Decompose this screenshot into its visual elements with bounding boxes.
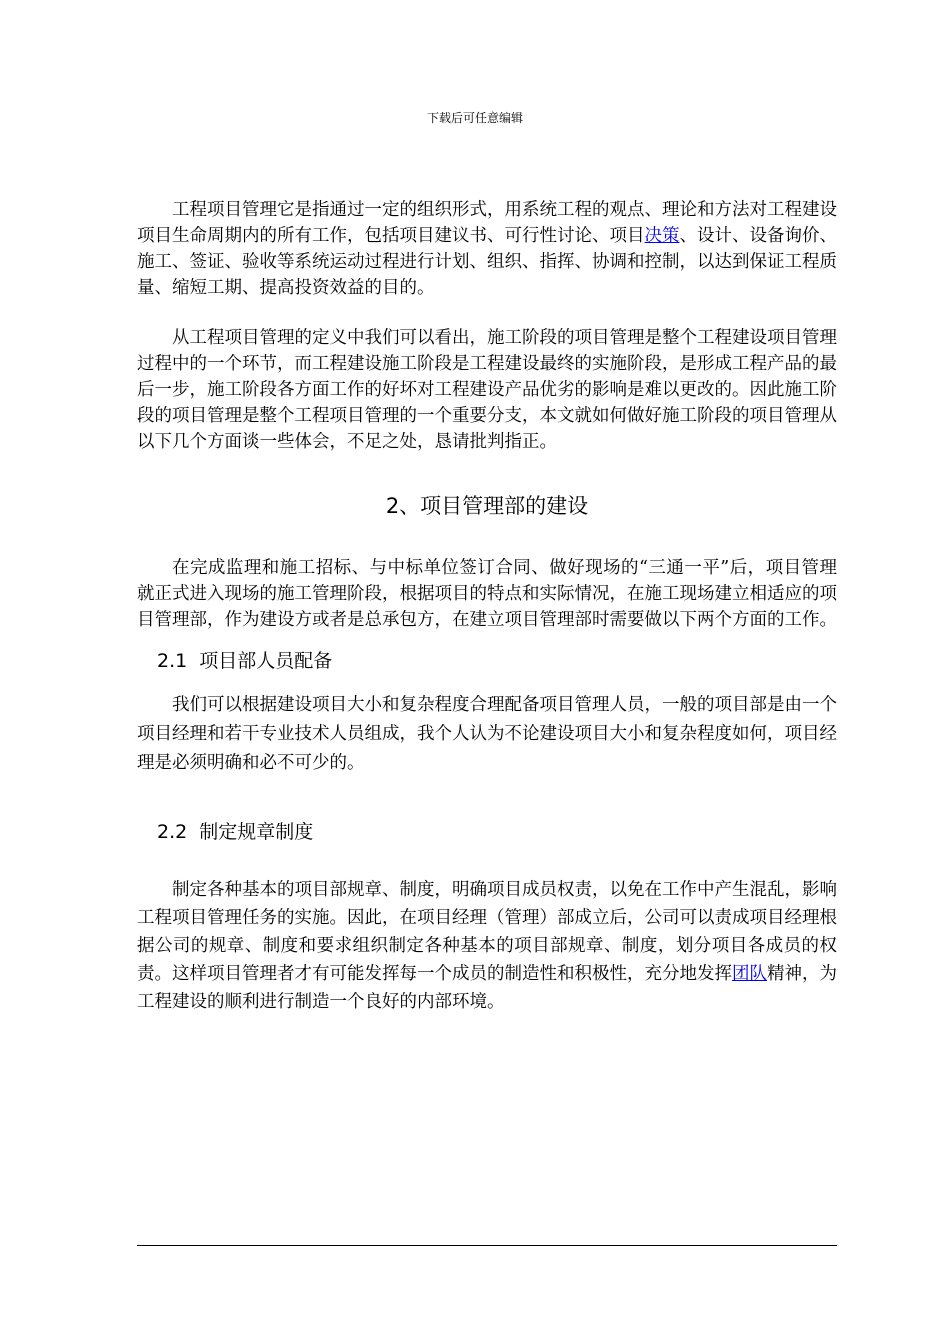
paragraph-management-dept: 在完成监理和施工招标、与中标单位签订合同、做好现场的“三通一平”后，项目管理就正式进入现场的施工管理阶段，根据项目的特点和实际情况，在施工现场建立相适应的项目管理部，作为建设方或者是总承包方，在建立项目管理部时需要做以下两个方面的工作。 bbox=[137, 558, 837, 630]
link-decision[interactable]: 决策 bbox=[644, 226, 680, 246]
subheading-number: 2.1 bbox=[157, 650, 188, 672]
subheading-2-1 bbox=[137, 647, 837, 675]
link-team[interactable]: 团队 bbox=[732, 964, 767, 984]
paragraph-text: 、设计、设备询价、施工、签证、验收等系统运动过程进行计划、组织、指挥、协调和控制，以达到保证工程质量、缩短工期、提高投资效益的目的。 bbox=[137, 226, 837, 298]
section-heading-2: 2、项目管理部的建设 bbox=[385, 494, 589, 518]
paragraph-definition bbox=[137, 197, 837, 301]
subheading-title: 制定规章制度 bbox=[199, 821, 314, 843]
subheading-title: 项目部人员配备 bbox=[199, 650, 333, 672]
page-header-note: 下载后可任意编辑 bbox=[426, 111, 523, 125]
paragraph-text: 精神，为工程建设的顺利进行制造一个良好的内部环境。 bbox=[137, 964, 837, 1012]
document-body bbox=[137, 197, 837, 1016]
paragraph-text: 工程项目管理它是指通过一定的组织形式，用系统工程的观点、理论和方法对工程建设项目生命周期内的所有工作，包括项目建议书、可行性讨论、项目 bbox=[137, 200, 837, 246]
paragraph-regulations bbox=[137, 876, 837, 1016]
subheading-number: 2.2 bbox=[157, 821, 188, 843]
paragraph-staffing: 我们可以根据建设项目大小和复杂程度合理配备项目管理人员，一般的项目部是由一个项目经理和若干专业技术人员组成，我个人认为不论建设项目大小和复杂程度如何，项目经理是必须明确和必不可少的。 bbox=[137, 695, 837, 773]
paragraph-text: 制定各种基本的项目部规章、制度，明确项目成员权责，以免在工作中产生混乱，影响工程项目管理任务的实施。因此，在项目经理（管理）部成立后，公司可以责成项目经理根据公司的规章、制度和要求组织制定各种基本的项目部规章、制度，划分项目各成员的权责。这样项目管理者才有可能发挥每一个成员的制造性和积极性，充分地发挥 bbox=[137, 880, 837, 984]
footer-rule bbox=[137, 1245, 837, 1246]
subheading-2-2 bbox=[137, 818, 837, 846]
paragraph-construction-stage: 从工程项目管理的定义中我们可以看出，施工阶段的项目管理是整个工程建设项目管理过程中的一个环节，而工程建设施工阶段是工程建设最终的实施阶段，是形成工程产品的最后一步，施工阶段各方面工作的好坏对工程建设产品优劣的影响是难以更改的。因此施工阶段的项目管理是整个工程项目管理的一个重要分支，本文就如何做好施工阶段的项目管理从以下几个方面谈一些体会，不足之处，恳请批判指正。 bbox=[137, 328, 837, 452]
